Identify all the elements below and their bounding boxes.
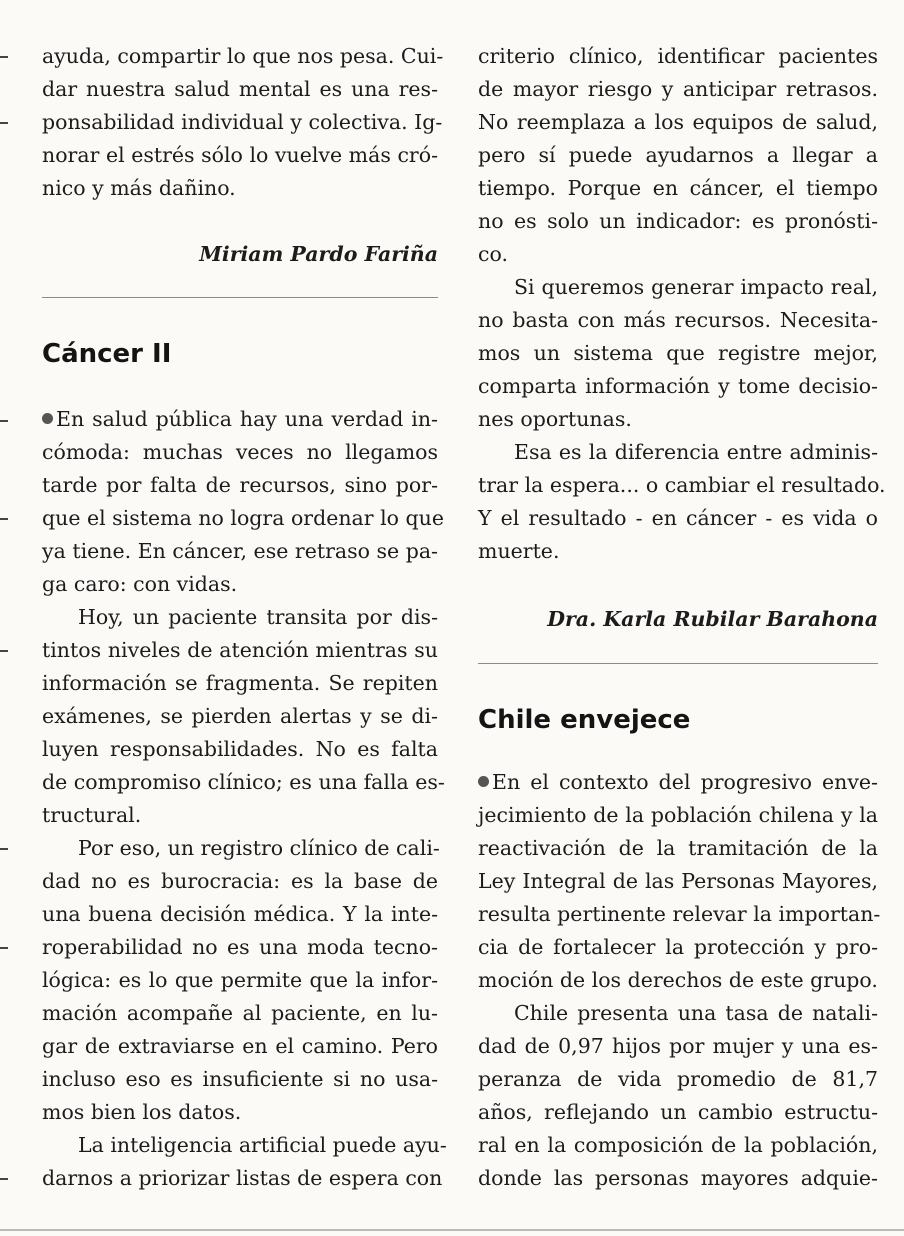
text-line: muerte. xyxy=(478,539,560,563)
text-line: ral en la composición de la población, xyxy=(478,1133,878,1157)
text-line: incluso eso es insuficiente si no usa- xyxy=(42,1067,438,1091)
text-line: de compromiso clínico; es una falla es- xyxy=(42,770,445,794)
text-line: luyen responsabilidades. No es falta xyxy=(42,737,438,761)
text-line: Y el resultado - en cáncer - es vida o xyxy=(478,506,878,530)
text-line: Esa es la diferencia entre adminis- xyxy=(514,440,878,464)
text-line: pero sí puede ayudarnos a llegar a xyxy=(478,143,878,167)
section-divider xyxy=(478,663,878,664)
text-line: nes oportunas. xyxy=(478,407,632,431)
text-line: dad de 0,97 hijos por mujer y una es- xyxy=(478,1034,878,1058)
text-line: peranza de vida promedio de 81,7 xyxy=(478,1067,878,1091)
text-line: darnos a priorizar listas de espera con xyxy=(42,1166,443,1190)
text-line-content: En salud pública hay una verdad in- xyxy=(56,407,438,431)
edge-mark xyxy=(0,122,8,124)
edge-mark xyxy=(0,1178,8,1180)
text-line: Por eso, un registro clínico de cali- xyxy=(78,836,440,860)
text-line: nico y más dañino. xyxy=(42,176,236,200)
text-line: gar de extraviarse en el camino. Pero xyxy=(42,1034,438,1058)
edge-mark xyxy=(0,56,8,58)
text-line: Chile presenta una tasa de natali- xyxy=(514,1001,878,1025)
text-line: exámenes, se pierden alertas y se di- xyxy=(42,704,438,728)
text-line: No reemplaza a los equipos de salud, xyxy=(478,110,878,134)
text-line: una buena decisión médica. Y la inte- xyxy=(42,902,438,926)
text-line: lógica: es lo que permite que la infor- xyxy=(42,968,438,992)
text-line: mación acompañe al paciente, en lu- xyxy=(42,1001,438,1025)
text-line: tiempo. Porque en cáncer, el tiempo xyxy=(478,176,878,200)
article-heading: Chile envejece xyxy=(478,705,691,735)
text-line: Ley Integral de las Personas Mayores, xyxy=(478,869,878,893)
text-line: ga caro: con vidas. xyxy=(42,572,238,596)
bullet-icon xyxy=(478,776,489,787)
text-line: que el sistema no logra ordenar lo que xyxy=(42,506,444,530)
text-line: cia de fortalecer la protección y pro- xyxy=(478,935,878,959)
text-line: ayuda, compartir lo que nos pesa. Cui- xyxy=(42,44,444,68)
text-line-content: En el contexto del progresivo enve- xyxy=(492,770,878,794)
text-line: Si queremos generar impacto real, xyxy=(514,275,878,299)
edge-mark xyxy=(0,848,8,850)
bullet-icon xyxy=(42,413,53,424)
page-bottom-border xyxy=(0,1229,904,1231)
text-line: ponsabilidad individual y colectiva. Ig- xyxy=(42,110,443,134)
text-line: no basta con más recursos. Necesita- xyxy=(478,308,878,332)
author-signature: Miriam Pardo Fariña xyxy=(199,242,438,266)
text-line: años, reflejando un cambio estructu- xyxy=(478,1100,878,1124)
text-line: información se fragmenta. Se repiten xyxy=(42,671,438,695)
text-line: reactivación de la tramitación de la xyxy=(478,836,878,860)
text-line: La inteligencia artificial puede ayu- xyxy=(78,1133,447,1157)
text-line: jecimiento de la población chilena y la xyxy=(478,803,878,827)
text-line: tarde por falta de recursos, sino por- xyxy=(42,473,438,497)
edge-mark xyxy=(0,420,8,422)
text-line: dad no es burocracia: es la base de xyxy=(42,869,438,893)
text-line: resulta pertinente relevar la importan- xyxy=(478,902,881,926)
text-line: ya tiene. En cáncer, ese retraso se pa- xyxy=(42,539,438,563)
text-line: mos un sistema que registre mejor, xyxy=(478,341,878,365)
text-line: de mayor riesgo y anticipar retrasos. xyxy=(478,77,878,101)
edge-mark xyxy=(0,947,8,949)
text-line: tructural. xyxy=(42,803,142,827)
text-line: trar la espera... o cambiar el resultado. xyxy=(478,473,886,497)
text-line: roperabilidad no es una moda tecno- xyxy=(42,935,438,959)
text-line: no es solo un indicador: es pronósti- xyxy=(478,209,878,233)
text-line: mos bien los datos. xyxy=(42,1100,242,1124)
text-line: tintos niveles de atención mientras su xyxy=(42,638,438,662)
text-line xyxy=(478,766,878,799)
text-line: norar el estrés sólo lo vuelve más cró- xyxy=(42,143,438,167)
text-line xyxy=(42,403,438,436)
text-line: criterio clínico, identificar pacientes xyxy=(478,44,878,68)
text-line: moción de los derechos de este grupo. xyxy=(478,968,878,992)
author-signature: Dra. Karla Rubilar Barahona xyxy=(547,607,878,631)
text-line: donde las personas mayores adquie- xyxy=(478,1166,878,1190)
edge-mark xyxy=(0,518,8,520)
edge-mark xyxy=(0,650,8,652)
text-line: co. xyxy=(478,242,508,266)
text-line: comparta información y tome decisio- xyxy=(478,374,878,398)
text-line: dar nuestra salud mental es una res- xyxy=(42,77,438,101)
text-line: cómoda: muchas veces no llegamos xyxy=(42,440,438,464)
article-heading: Cáncer II xyxy=(42,339,172,369)
text-line: Hoy, un paciente transita por dis- xyxy=(78,605,438,629)
section-divider xyxy=(42,297,438,298)
